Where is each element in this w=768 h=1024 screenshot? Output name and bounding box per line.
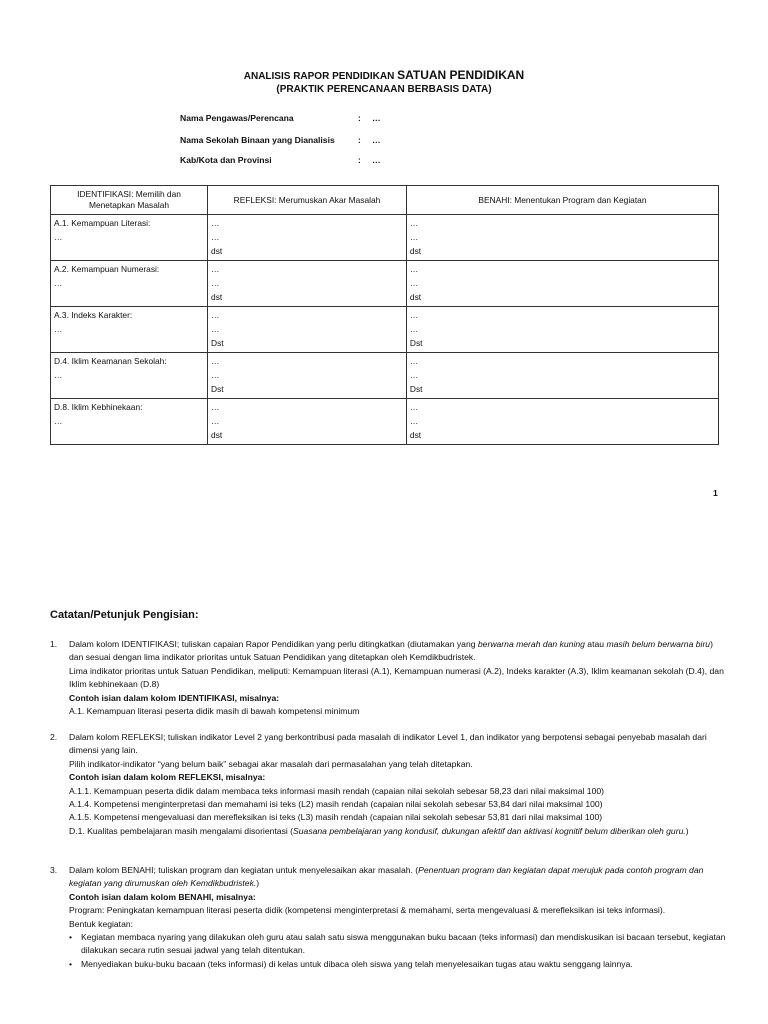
meta-separator: : [358,135,361,145]
bullet-text: Kegiatan membaca nyaring yang dilakukan oleh guru atau salah satu siswa menggunakan buku bacaan (teks informasi) dan mendiskusikan isi bacaan tersebut, kegiatan dilakukan secara rutin sesuai jadwal yang telah ditentukan. [81,932,726,956]
note-number: 2. [50,732,58,742]
note-program: Program: Peningkatan kemampuan literasi peserta didik (kompetensi menginterpretasi & memahami, serta mengevaluasi & merefleksikan isi teks informasi). [69,905,666,916]
note-text: Dalam kolom BENAHI; tuliskan program dan kegiatan untuk menyelesaikan akar masalah. ( [69,865,419,875]
cell-line: … [409,310,419,320]
note-emphasis: berwarna merah dan kuning [477,639,585,649]
cell-refleksi [208,215,407,261]
cell-line: … [409,218,419,228]
cell-refleksi [208,399,407,445]
note-emphasis: Suasana pembelajaran yang kondusif, dukungan afektif dan aktivasi kognitif belum diberikan oleh guru. [293,825,686,836]
cell-line: dst [409,246,422,256]
cell-line: Dst [211,384,224,394]
cell-line: … [409,356,419,366]
cell-line: Dst [211,338,224,348]
note-paragraph: Lima indikator prioritas untuk Satuan Pendidikan, meliputi: Kemampuan literasi (A.1), Kemampuan numerasi (A.2), Indeks karakter (A.3), Iklim keamanan sekolah (D.4), dan Iklim kebhinekaan (D.8) [69,665,724,690]
note-paragraph: Pilih indikator-indikator “yang belum baik” sebagai akar masalah dari permasalahan yang telah ditetapkan. [69,758,473,769]
meta-separator: : [358,113,361,123]
cell-refleksi [208,353,407,399]
notes-heading: Catatan/Petunjuk Pengisian: [50,609,199,621]
table-row [51,399,719,445]
cell-line: dst [409,430,422,440]
note-example-label: Contoh isian dalam kolom BENAHI, misalnya: [69,891,256,902]
note-text: atau [584,639,607,649]
table-row [51,307,719,353]
table-row [51,353,719,399]
table-row [51,215,719,261]
cell-line: dst [211,246,223,256]
note-text: ) [685,825,689,836]
indicator-placeholder: … [54,232,63,242]
meta-label: Nama Sekolah Binaan yang Dianalisis [180,135,335,145]
note-paragraph: Dalam kolom REFLEKSI; tuliskan indikator Level 2 yang berkontribusi pada masalah di indikator Level 1, dan indikator yang berpotensi sebagai penyebab masalah dari dimensi yang lain. [69,732,707,756]
note-body [69,864,729,971]
cell-line: … [211,264,220,274]
header-refleksi: REFLEKSI: Merumuskan Akar Masalah [208,186,407,215]
cell-line: dst [211,292,223,302]
cell-line: Dst [409,384,423,394]
note-example: A.1. Kemampuan literasi peserta didik masih di bawah kompetensi minimum [69,706,360,717]
indicator-placeholder: … [54,416,63,426]
cell-line: … [211,324,220,334]
note-number: 1. [50,639,58,649]
cell-line: … [409,402,419,412]
header-identifikasi: IDENTIFIKASI: Memilih dan Menetapkan Masalah [51,186,208,215]
bullet-icon: • [69,932,73,943]
indicator-label: A.3. Indeks Karakter: [54,310,133,320]
note-emphasis: masih belum berwarna biru [606,639,711,649]
cell-line: … [211,232,220,242]
cell-line: dst [409,292,422,302]
note-body [69,638,729,718]
note-text: ) [256,878,260,889]
note-text: D.1. Kualitas pembelajaran masih mengalami disorientasi ( [69,825,294,836]
cell-benahi [406,399,718,445]
cell-identifikasi [51,215,208,261]
cell-line: … [409,370,419,380]
cell-line: … [211,310,220,320]
document-subtitle: (PRAKTIK PERENCANAAN BERBASIS DATA) [276,84,492,95]
meta-label: Nama Pengawas/Perencana [180,113,294,123]
cell-line: … [211,416,220,426]
cell-line: … [211,218,220,228]
bullet-text: Menyediakan buku-buku bacaan (teks informasi) di kelas untuk dibaca oleh siswa yang telah menyelesaikan tugas atau waktu senggang lainnya. [81,958,633,969]
cell-identifikasi [51,399,208,445]
cell-line: … [211,402,220,412]
table-header-row [51,186,719,215]
meta-separator: : [358,155,361,165]
note-activity-label: Bentuk kegiatan: [69,918,134,929]
indicator-label: D.4. Iklim Keamanan Sekolah: [54,356,167,366]
header-benahi: BENAHI: Menentukan Program dan Kegiatan [406,186,718,215]
cell-line: … [409,278,419,288]
note-number: 3. [50,865,58,875]
cell-line: … [211,370,220,380]
title-main: ANALISIS RAPOR PENDIDIKAN [243,71,395,82]
note-emphasis: Penentuan program dan kegiatan dapat merujuk pada contoh program dan kegiatan yang dirumuskan oleh Kemdikbudristek. [69,865,704,889]
note-text: ) dan sesuai dengan lima indikator prioritas untuk Satuan Pendidikan yang ditetapkan oleh Kemdikbudristek. [69,639,713,663]
cell-identifikasi [51,261,208,307]
note-example-label: Contoh isian dalam kolom IDENTIFIKASI, misalnya: [69,692,280,703]
note-example: A.1.5. Kompetensi mengevaluasi dan merefleksikan isi teks (L3) masih rendah (capaian nilai sekolah sebesar 53,81 dari nilai maksimal 100) [69,812,603,823]
cell-benahi [406,353,718,399]
indicator-placeholder: … [54,278,63,288]
meta-value: … [372,113,381,123]
document-title [0,68,768,82]
cell-line: Dst [409,338,423,348]
cell-line: … [409,324,419,334]
bullet-item [69,958,729,971]
indicator-placeholder: … [54,324,63,334]
indicator-placeholder: … [54,370,63,380]
cell-identifikasi [51,353,208,399]
table-row [51,261,719,307]
cell-identifikasi [51,307,208,353]
note-paragraph [69,638,729,665]
indicator-label: D.8. Iklim Kebhinekaan: [54,402,143,412]
note-example [69,825,729,838]
indicator-label: A.2. Kemampuan Numerasi: [54,264,160,274]
cell-line: … [211,278,220,288]
cell-refleksi [208,261,407,307]
bullet-icon: • [69,958,73,969]
note-example: A.1.4. Kompetensi menginterpretasi dan memahami isi teks (L2) masih rendah (capaian nilai sekolah sebesar 53,84 dari nilai maksimal 100) [69,799,603,810]
meta-value: … [372,135,381,145]
note-body [69,731,729,838]
meta-label: Kab/Kota dan Provinsi [180,155,272,165]
cell-line: … [409,416,419,426]
cell-refleksi [208,307,407,353]
note-example-label: Contoh isian dalam kolom REFLEKSI, misalnya: [69,772,266,783]
page-number: 1 [713,488,718,498]
cell-line: … [409,264,419,274]
cell-benahi [406,261,718,307]
note-paragraph [69,864,729,891]
cell-benahi [406,307,718,353]
cell-line: … [211,356,220,366]
cell-benahi [406,215,718,261]
note-text: Dalam kolom IDENTIFIKASI; tuliskan capaian Rapor Pendidikan yang perlu ditingkatkan (diutamakan yang [69,639,478,649]
indicator-label: A.1. Kemampuan Literasi: [54,218,151,228]
analysis-table [50,185,719,445]
cell-line: dst [211,430,223,440]
note-example: A.1.1. Kemampuan peserta didik dalam membaca teks informasi masih rendah (capaian nilai sekolah sebesar 58,23 dari nilai maksimal 100) [69,785,604,796]
title-emphasis: SATUAN PENDIDIKAN [397,68,525,82]
cell-line: … [409,232,419,242]
bullet-item [69,931,729,958]
meta-value: … [372,155,381,165]
